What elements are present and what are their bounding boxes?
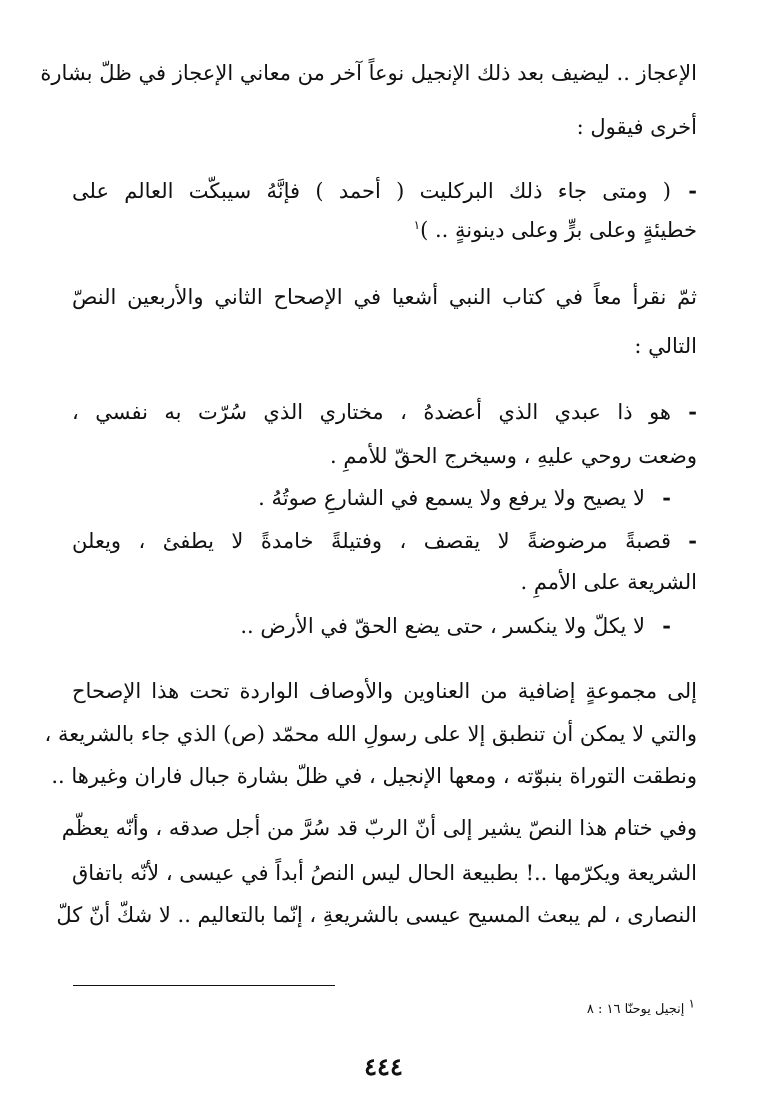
footnote-separator xyxy=(73,985,335,986)
paragraph-3-line-6: النصارى ، لم يبعث المسيح عيسى بالشريعةِ ، إنّما بالتعاليم .. لا شكّ أنّ كلّ xyxy=(56,903,697,927)
bullet-dash: - xyxy=(688,528,697,553)
quote-1-text-2: خطيئةٍ وعلى برٍّ وعلى دينونةٍ .. ) xyxy=(420,218,697,242)
quote-2-item-2-line-1 xyxy=(72,483,671,513)
quote-1-line-1 xyxy=(72,176,697,206)
quote-1-line-2 xyxy=(72,215,697,245)
bullet-dash: - xyxy=(688,178,697,203)
paragraph-1-line-1: الإعجاز .. ليضيف بعد ذلك الإنجيل نوعاً آخر من معاني الإعجاز في ظلّ بشارة xyxy=(40,61,697,85)
footnote-reference: ١ xyxy=(413,218,421,232)
paragraph-2-line-1: ثمّ نقرأ معاً في كتاب النبي أشعيا في الإصحاح الثاني والأربعين النصّ xyxy=(72,285,697,309)
quote-2-item-3-line-2: الشريعة على الأممِ . xyxy=(520,570,697,594)
bullet-dash: - xyxy=(688,399,697,424)
quote-2-item-1-text-1: هو ذا عبدي الذي أعضدهُ ، مختاري الذي سُرّت به نفسي ، xyxy=(72,400,671,424)
quote-2-item-1-line-2: وضعت روحي عليهِ ، وسيخرج الحقّ للأممِ . xyxy=(330,444,697,468)
quote-2-item-2-text-1: لا يصيح ولا يرفع ولا يسمع في الشارعِ صوتُهُ . xyxy=(258,486,645,510)
paragraph-3-line-4: وفي ختام هذا النصّ يشير إلى أنّ الربّ قد سُرَّ من أجل صدقه ، وأنّه يعظّم xyxy=(61,816,697,840)
quote-2-item-4-text-1: لا يكلّ ولا ينكسر ، حتى يضع الحقّ في الأرض .. xyxy=(240,614,645,638)
footnote-text: إنجيل يوحنّا ١٦ : ٨ xyxy=(586,1002,685,1017)
paragraph-3-line-2: والتي لا يمكن أن تنطبق إلا على رسولِ الله محمّد (ص) الذي جاء بالشريعة ، xyxy=(44,722,697,746)
footnote xyxy=(586,996,695,1019)
paragraph-2-line-2: التالي : xyxy=(634,334,697,358)
quote-2-item-3-text-1: قصبةً مرضوضةً لا يقصف ، وفتيلةً خامدةً لا يطفئ ، ويعلن xyxy=(72,529,671,553)
quote-1-text-1: ( ومتى جاء ذلك البركليت ( أحمد ) فإنَّهُ سيبكّت العالم على xyxy=(72,179,671,203)
quote-2-item-1-line-1 xyxy=(72,397,697,427)
page-number: ٤٤٤ xyxy=(364,1052,403,1081)
quote-2-item-4-line-1 xyxy=(72,611,671,641)
bullet-dash: - xyxy=(662,613,671,638)
footnote-number: ١ xyxy=(688,996,695,1011)
paragraph-3-line-1: إلى مجموعةٍ إضافية من العناوين والأوصاف الواردة تحت هذا الإصحاح xyxy=(72,679,697,703)
paragraph-1-line-2: أخرى فيقول : xyxy=(576,115,697,139)
paragraph-3-line-5: الشريعة ويكرّمها ..! بطبيعة الحال ليس النصُ أبداً في عيسى ، لأنّه باتفاق xyxy=(71,861,697,885)
paragraph-3-line-3: ونطقت التوراة بنبوّته ، ومعها الإنجيل ، في ظلّ بشارة جبال فاران وغيرها .. xyxy=(51,764,697,788)
bullet-dash: - xyxy=(662,485,671,510)
quote-2-item-3-line-1 xyxy=(72,526,697,556)
